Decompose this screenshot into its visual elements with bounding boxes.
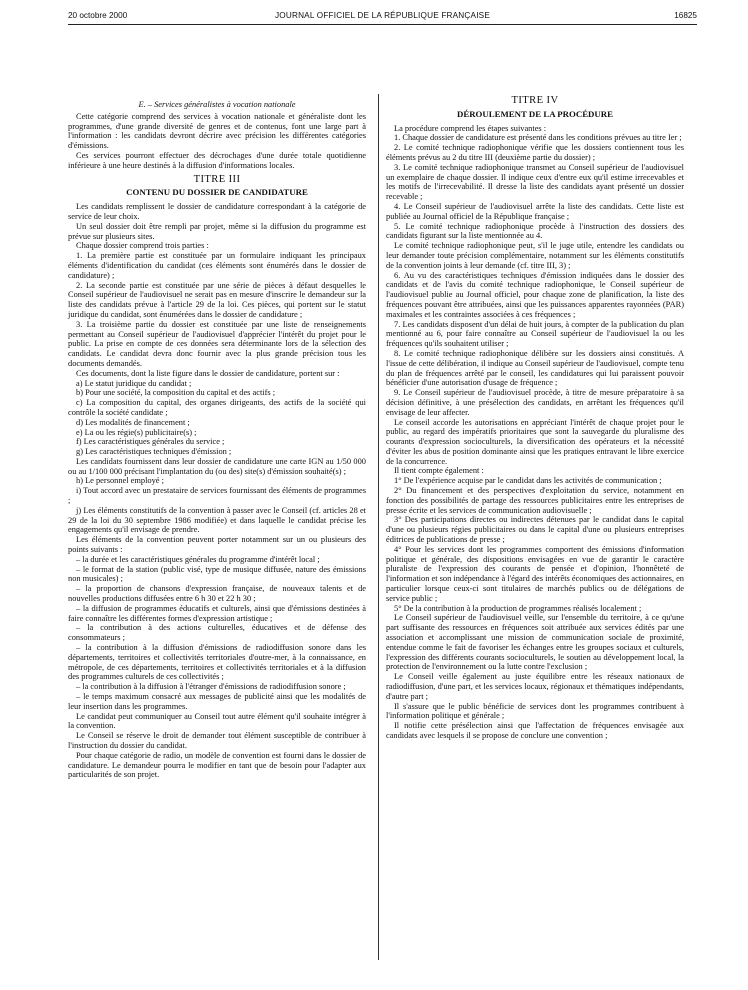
left-paragraphs-b <box>68 202 366 780</box>
paragraph: a) Le statut juridique du candidat ; <box>76 378 192 388</box>
paragraph: – le temps maximum consacré aux messages de publicité ainsi que les modalités de leur insertion dans les programmes. <box>68 692 366 711</box>
paragraph: 2° Du financement et des perspectives d'exploitation du service, notamment en fonction des possibilités de partage des ressources publicitaires entre les entreprises de presse écrite et les services de communication audiovisuelle ; <box>386 486 684 515</box>
paragraph: Ces documents, dont la liste figure dans le dossier de candidature, portent sur : <box>76 368 340 378</box>
paragraph: b) Pour une société, la composition du capital et des actifs ; <box>76 388 276 398</box>
paragraph: d) Les modalités de financement ; <box>76 417 190 427</box>
paragraph: Le conseil accorde les autorisations en appréciant l'intérêt de chaque projet pour le public, au regard des impératifs prioritaires que sont la sauvegarde du pluralisme des courants d'expression socioculturels, la diversification des opérateurs et la nécessité d'éviter les abus de position dominante ainsi que les pratiques entravant le libre exercice de la concurrence. <box>386 417 684 466</box>
paragraph: 2. Le comité technique radiophonique vérifie que les dossiers contiennent tous les éléments prévus au 2 du titre III (deuxième partie du dossier) ; <box>386 143 684 162</box>
paragraph: – la contribution à des actions culturelles, éducatives et de défense des consommateurs ; <box>68 623 366 643</box>
paragraph: – la diffusion de programmes éducatifs et culturels, ainsi que d'émissions destinées à faire connaître les différentes formes d'expression artistique ; <box>68 603 366 623</box>
paragraph: 6. Au vu des caractéristiques techniques d'émission indiquées dans le dossier des candidats et de l'avis du comité technique radiophonique, le Conseil supérieur de l'audiovisuel publie au Journal officiel, pour chaque zone de planification, la liste des fréquences pouvant être attribuées, ainsi que les puissances apparentes rayonnées (PAR) maximales et les contraintes associées à ces fréquences ; <box>386 270 684 319</box>
paragraph: 5. Le comité technique radiophonique procède à l'instruction des dossiers des candidats figurant sur la liste mentionnée au 4. <box>386 221 684 241</box>
paragraph: La procédure comprend les étapes suivantes : <box>394 123 547 133</box>
paragraph: 2. La seconde partie est constituée par une série de pièces à défaut desquelles le Conseil supérieur de l'audiovisuel ne serait pas en mesure d'inscrire le demandeur sur la liste des candidats prévue à l'article 29 de la loi. Ces pièces, qui portent sur le statut juridique du candidat, sont énumérées dans le dossier de candidature ; <box>68 280 366 319</box>
paragraph: Ces services pourront effectuer des décrochages d'une durée totale quotidienne inférieure à une heure destinés à la diffusion d'informations locales. <box>68 150 366 170</box>
paragraph: g) Les caractéristiques techniques d'émission ; <box>76 447 232 457</box>
paragraph: 5° De la contribution à la production de programmes réalisés localement ; <box>394 603 642 613</box>
titre-4-subtitle: DÉROULEMENT DE LA PROCÉDURE <box>456 108 613 119</box>
paragraph: Pour chaque catégorie de radio, un modèle de convention est fourni dans le dossier de candidature. Le demandeur pourra le modifier en tant que de besoin pour l'adapter aux particularités de son projet. <box>68 750 366 780</box>
paragraph: 3. La troisième partie du dossier est constituée par une liste de renseignements permettant au Conseil supérieur de l'audiovisuel d'apprécier l'intérêt du projet pour le public. La prise en compte de ces données sera déterminante lors de la sélection des candidats. Le candidat devra donc fournir avec la plus grande précision tous les documents demandés. <box>68 319 366 368</box>
paragraph: Les éléments de la convention peuvent porter notamment sur un ou plusieurs des points suivants : <box>68 535 366 555</box>
header-page-number: 16825 <box>674 11 697 20</box>
paragraph: Un seul dossier doit être rempli par projet, même si la diffusion du programme est prévue sur plusieurs sites. <box>68 221 366 241</box>
paragraph: Il tient compte également : <box>394 466 484 476</box>
paragraph: i) Tout accord avec un prestataire de services fournissant des éléments de programmes ; <box>68 486 366 506</box>
paragraph: Le Conseil se réserve le droit de demander tout élément susceptible de contribuer à l'instruction du dossier du candidat. <box>68 731 366 750</box>
paragraph: Le Conseil veille également au juste équilibre entre les réseaux nationaux de radiodiffusion, d'une part, et les services locaux, régionaux et thématiques indépendants, d'autre part ; <box>386 672 684 701</box>
paragraph: j) Les éléments constitutifs de la convention à passer avec le Conseil (cf. articles 28 et 29 de la loi du 30 septembre 1986 modifiée) et dans laquelle le candidat précise les engagements qu'il envisage de prendre. <box>68 505 366 535</box>
paragraph: 8. Le comité technique radiophonique délibère sur les dossiers ainsi constitués. A l'issue de cette délibération, il indique au Conseil supérieur de l'audiovisuel, compte tenu du plan de fréquences arrêté par le conseil, les candidatures qui lui paraissent pouvoir bénéficier d'une autorisation d'usage de fréquence ; <box>386 348 684 388</box>
paragraph: 7. Les candidats disposent d'un délai de huit jours, à compter de la publication du plan mentionné au 6, pour faire connaître au Conseil supérieur de l'audiovisuel la ou les fréquences qu'ils souhaitent utiliser ; <box>386 319 684 349</box>
paragraph: Il notifie cette présélection ainsi que l'affectation de fréquences envisagée aux candidats avec lesquels il se propose de conclure une convention ; <box>386 721 684 740</box>
paragraph: 4. Le Conseil supérieur de l'audiovisuel arrête la liste des candidats. Cette liste est publiée au Journal officiel de la République française ; <box>386 201 684 221</box>
column-divider <box>378 94 379 960</box>
paragraph: Le candidat peut communiquer au Conseil tout autre élément qu'il souhaite intégrer à la convention. <box>68 711 366 731</box>
paragraph: – la durée et les caractéristiques générales du programme d'intérêt local ; <box>76 554 320 564</box>
paragraph: e) La ou les régie(s) publicitaire(s) ; <box>76 427 197 437</box>
paragraph: 4° Pour les services dont les programmes comportent des émissions d'information politique et générale, des dispositions envisagées en vue de garantir le caractère pluraliste de l'expression des courants de pensée et d'opinion, l'honnêteté de l'information et son indépendance à l'égard des intérêts économiques des actionnaires, en particulier lorsque ceux-ci sont titulaires de marchés publics ou de délégations de service public ; <box>386 544 684 603</box>
titre-3-subtitle: CONTENU DU DOSSIER DE CANDIDATURE <box>126 187 308 198</box>
paragraph: – le format de la station (public visé, type de musique diffusée, nature des émissions non musicales) ; <box>68 564 366 584</box>
section-e-title: E. – Services généralistes à vocation nationale <box>138 100 296 109</box>
paragraph: Cette catégorie comprend des services à vocation nationale et généraliste dont les programmes, d'une grande diversité de genres et de contenus, font une large part à l'information : les candidats devront décrire avec précision les différentes catégories d'émissions. <box>68 111 366 151</box>
paragraph: 1. Chaque dossier de candidature est présenté dans les conditions prévues au titre Ier ; <box>394 133 682 143</box>
paragraph: Le Conseil supérieur de l'audiovisuel veille, sur l'ensemble du territoire, à ce qu'une part suffisante des ressources en fréquences soit attribuée aux services édités par une association et accomplissant une mission de communication sociale de proximité, entendue comme le fait de favoriser les échanges entre les groupes sociaux et culturels, l'expression des différents courants socioculturels, le soutien au développement local, la protection de l'environnement ou la lutte contre l'exclusion ; <box>386 613 684 672</box>
header-rule <box>68 24 697 25</box>
paragraph: – la contribution à la diffusion d'émissions de radiodiffusion sonore dans les départements, territoires et collectivités territoriales d'outre-mer, à la connaissance, en métropole, de ces départements, territoires et collectivités territoriales et à la diffusion des programmes culturels de ces collectivités ; <box>68 643 366 682</box>
paragraph: 9. Le Conseil supérieur de l'audiovisuel procède, à titre de mesure préparatoire à sa décision définitive, à une présélection des candidats, en arrêtant les fréquences qu'il envisage de leur affecter. <box>386 388 684 417</box>
paragraph: 1. La première partie est constituée par un formulaire indiquant les principaux éléments d'identification du candidat (ces éléments sont énumérés dans le dossier de candidature) ; <box>68 251 366 280</box>
header-date: 20 octobre 2000 <box>68 11 128 20</box>
paragraph: – la proportion de chansons d'expression française, de nouveaux talents et de nouvelles productions diffusées entre 6 h 30 et 22 h 30 ; <box>68 584 366 604</box>
paragraph: 3° Des participations directes ou indirectes détenues par le candidat dans le capital d'une ou plusieurs régies publicitaires ou dans le capital d'une ou plusieurs entreprises éditrices de publications de presse ; <box>386 515 684 545</box>
paragraph: – la contribution à la diffusion à l'étranger d'émissions de radiodiffusion sonore ; <box>76 682 346 692</box>
right-column <box>386 94 684 741</box>
paragraph: f) Les caractéristiques générales du service ; <box>76 437 225 447</box>
paragraph: Il s'assure que le public bénéficie de services dont les programmes contribuent à l'information politique et générale ; <box>386 701 684 721</box>
paragraph: Les candidats remplissent le dossier de candidature correspondant à la catégorie de service de leur choix. <box>68 202 366 221</box>
left-paragraphs-a <box>68 112 366 171</box>
paragraph: Chaque dossier comprend trois parties : <box>76 241 209 251</box>
header-journal-title: JOURNAL OFFICIEL DE LA RÉPUBLIQUE FRANÇAISE <box>274 11 490 20</box>
page-header <box>68 9 697 23</box>
paragraph: h) Le personnel employé ; <box>76 476 164 486</box>
left-column <box>68 94 366 780</box>
paragraph: c) La composition du capital, des organes dirigeants, des actifs de la société qui contrôle la société candidate ; <box>68 398 366 417</box>
paragraph: 1° De l'expérience acquise par le candidat dans les activités de communication ; <box>394 476 662 486</box>
paragraph: 3. Le comité technique radiophonique transmet au Conseil supérieur de l'audiovisuel un exemplaire de chaque dossier. Il indique ceux d'entre eux qu'il estime irrecevables et les motifs de l'irrecevabilité. Il dresse la liste des candidats ayant présenté un dossier recevable ; <box>386 162 684 202</box>
titre-3-heading: TITRE III <box>193 173 241 185</box>
paragraph: Le comité technique radiophonique peut, s'il le juge utile, entendre les candidats ou leur demander toute précision complémentaire, notamment sur les éléments constitutifs de la convention joints à leur demande (cf. titre III, 3) ; <box>386 241 684 270</box>
titre-4-heading: TITRE IV <box>511 95 559 106</box>
paragraph: Les candidats fournissent dans leur dossier de candidature une carte IGN au 1/50 000 ou au 1/100 000 précisant l'implantation du (ou des) site(s) d'émission souhaité(s) ; <box>68 456 366 476</box>
right-paragraphs <box>386 124 684 741</box>
